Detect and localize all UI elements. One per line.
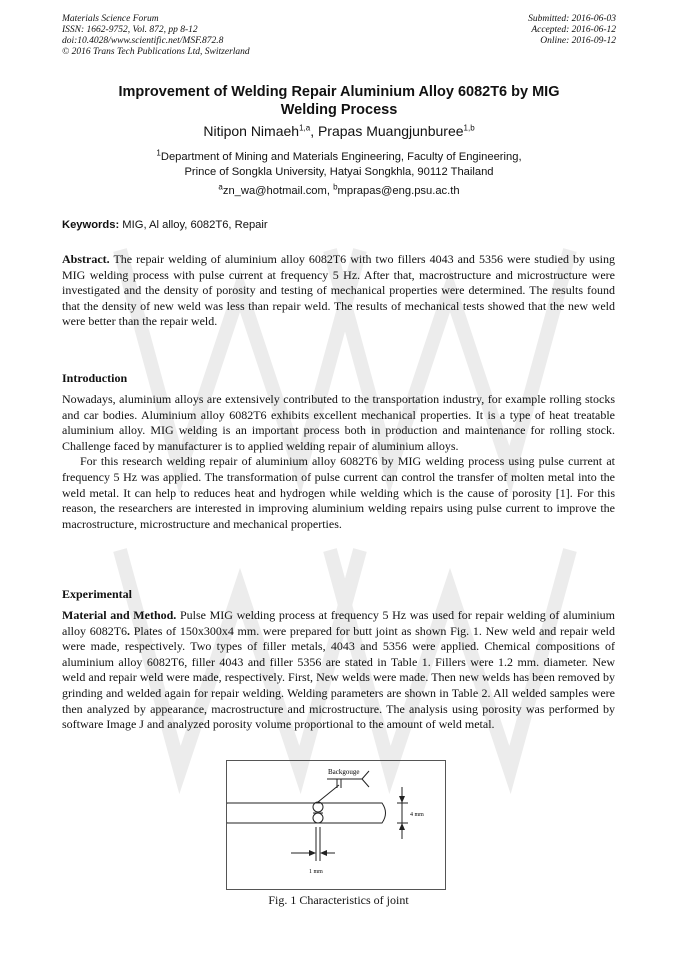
title-line-2: Welding Process <box>280 102 398 118</box>
author-sep: , <box>310 123 318 139</box>
keywords <box>62 219 268 231</box>
email-a[interactable]: zn_wa@hotmail.com <box>222 185 327 197</box>
title-line-1: Improvement of Welding Repair Aluminium Alloy 6082T6 by MIG <box>118 84 560 100</box>
abstract <box>62 252 615 330</box>
email-b[interactable]: mprapas@eng.psu.ac.th <box>337 185 460 197</box>
online-date: Online: 2016-09-12 <box>540 36 616 46</box>
intro-paragraph-2: For this research welding repair of aluminium alloy 6082T6 by MIG welding process using pulse current at frequency 5 Hz was applied. The transformation of pulse current can control the transfer of molten metal into the weld metal. It can help to reduces heat and hydrogen while welding which is the cause of porosity [1]. For this reason, the researchers are interested in improving aluminium welding repairs using pulse current to improve the macrostructure, microstructure and mechanical properties. <box>62 454 615 531</box>
dim-arrow-right <box>320 850 327 856</box>
journal-info <box>62 14 250 58</box>
label-backgouge: Backgouge <box>328 768 360 776</box>
keywords-text: MIG, Al alloy, 6082T6, Repair <box>119 219 268 231</box>
doi-line: doi:10.4028/www.scientific.net/MSF.872.8 <box>62 36 224 46</box>
introduction-body <box>62 392 615 532</box>
affiliation-sup: 1 <box>156 148 161 158</box>
keywords-label: Keywords: <box>62 219 120 231</box>
figure-1 <box>226 760 446 890</box>
method-text-b: Plates of 150x300x4 mm. were prepared for butt joint as shown Fig. 1. New weld and repair weld were made, respectively. Two types of filler metals, 4043 and 5356 were applied. Chemical compositions of aluminium alloy 6082T6, filler 4043 and filler 5356 are stated in Table 1. Fillers were 1.2 mm. diameter. New weld and repair weld were made, respectively. First, New welds were made. Then new welds has been removed by grinding and welded again for repair welding. Welding parameters are shown in Table 2. All welded samples were then analyzed by appearance, macrostructure and microstructure. The analysis using porosity was performed by software Image J and analyzed porosity volume proportional to the amount of weld metal. <box>62 623 616 732</box>
email-sep: , <box>326 185 334 197</box>
joint-diagram <box>227 761 445 889</box>
dim-arrow-bottom <box>399 823 405 830</box>
method-dot: . <box>127 623 131 638</box>
author-2-sup: 1,b <box>463 123 475 133</box>
affiliation-line-1: Department of Mining and Materials Engineering, Faculty of Engineering, <box>160 151 522 163</box>
abstract-label: Abstract. <box>62 252 110 266</box>
journal-name: Materials Science Forum <box>62 14 159 24</box>
paper-title <box>70 83 608 119</box>
affiliation-line-2: Prince of Songkla University, Hatyai Songkhla, 90112 Thailand <box>184 166 494 178</box>
email-b-sup: b <box>333 182 338 192</box>
copyright-line: © 2016 Trans Tech Publications Ltd, Switzerland <box>62 47 250 57</box>
experimental-heading: Experimental <box>62 587 132 601</box>
intro-paragraph-1: Nowadays, aluminium alloys are extensively contributed to the transportation industry, for example rolling stocks and car bodies. Aluminium alloy 6082T6 exhibits excellent mechanical properties. It is a type of heat treatable aluminium alloy. MIG welding is an important process both in production and maintenance for rolling stock. Challenge faced by manufacturer is to applied welding repair of aluminium alloys. <box>62 392 615 453</box>
emails <box>62 182 616 197</box>
experimental-body <box>62 608 615 733</box>
dim-arrow-left <box>309 850 316 856</box>
method-text-a: Pulse MIG welding process at frequency 5 Hz was used for repair welding of aluminium alloy 6082T6 <box>62 608 615 638</box>
author-2: Prapas Muangjunburee <box>317 123 464 139</box>
author-1-sup: 1,a <box>299 123 311 133</box>
dim-arrow-top <box>399 796 405 803</box>
accepted-date: Accepted: 2016-06-12 <box>531 25 616 35</box>
label-4mm: 4 mm <box>410 812 424 818</box>
abstract-text: The repair welding of aluminium alloy 6082T6 with two fillers 4043 and 5356 were studied by using MIG welding process with pulse current at frequency 5 Hz. After that, macrostructure and microstructure were investigated and the density of porosity and testing of mechanical properties were determined. The results found that the density of new weld was less than repair weld. The results of mechanical tests showed that the new weld were better than the repair weld. <box>62 252 615 329</box>
label-1mm: 1 mm <box>309 869 323 875</box>
dates-info <box>528 14 616 47</box>
submitted-date: Submitted: 2016-06-03 <box>528 14 616 24</box>
method-label: Material and Method. <box>62 608 177 622</box>
introduction-heading: Introduction <box>62 371 128 385</box>
email-a-sup: a <box>218 182 223 192</box>
issn-line: ISSN: 1662-9752, Vol. 872, pp 8-12 <box>62 25 198 35</box>
author-1: Nitipon Nimaeh <box>203 123 300 139</box>
authors <box>62 123 616 139</box>
affiliation <box>62 150 616 180</box>
figure-caption: Fig. 1 Characteristics of joint <box>268 893 409 907</box>
